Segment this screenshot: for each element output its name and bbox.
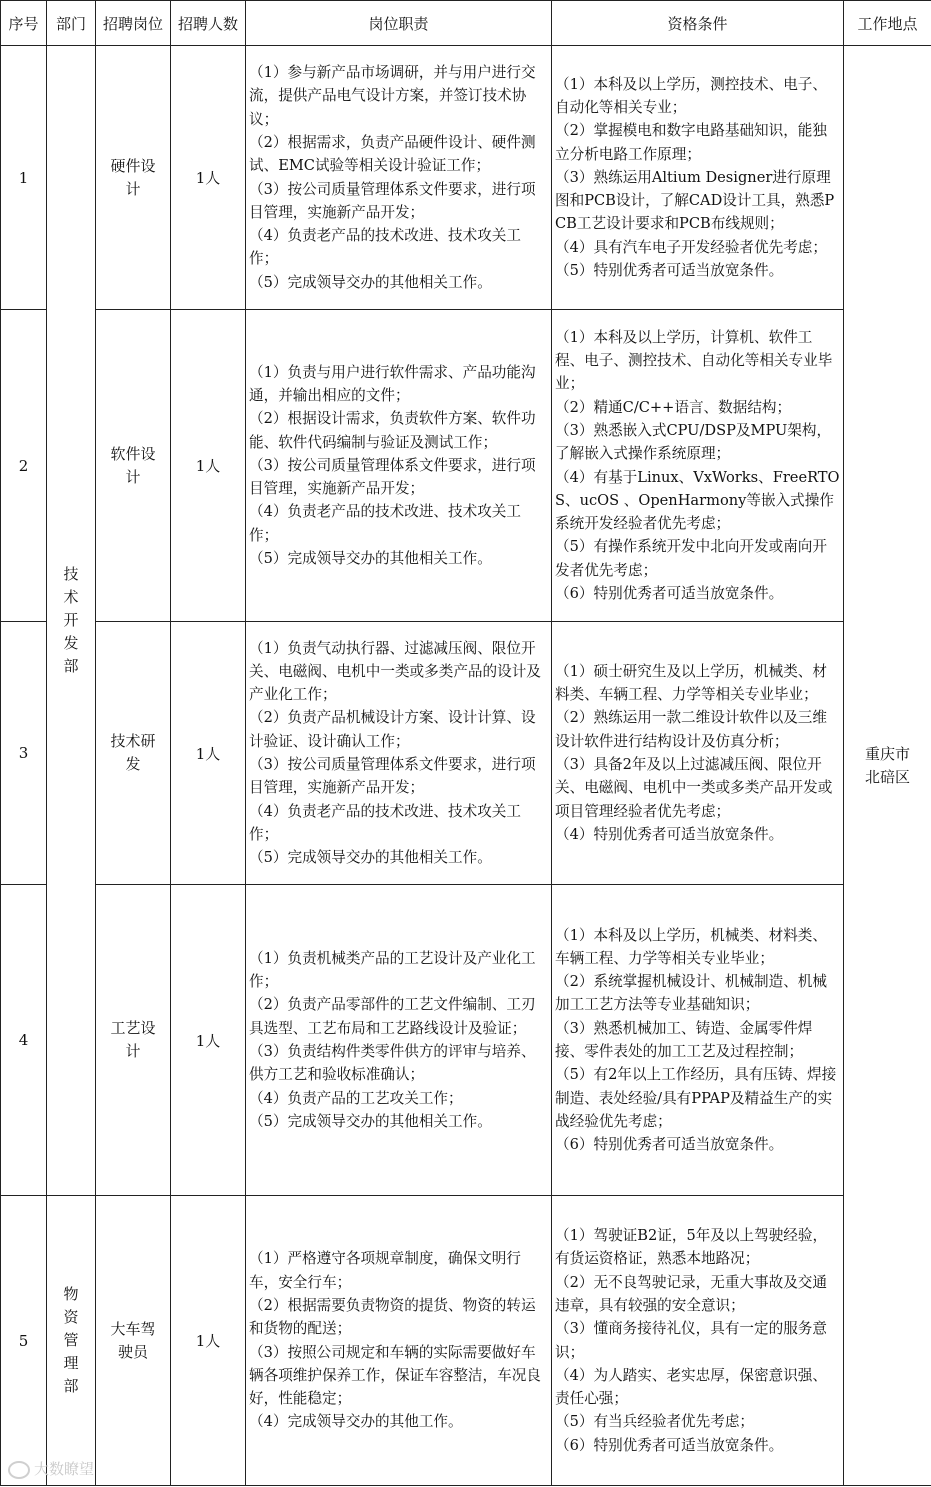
header-row xyxy=(1,1,931,46)
requirements-cell xyxy=(552,885,844,1196)
requirement-item: （5）有操作系统开发中北向开发或南向开发者优先考虑； xyxy=(555,538,827,579)
row-number: 3 xyxy=(1,622,47,885)
table-row xyxy=(1,46,931,310)
header-count: 招聘人数 xyxy=(171,1,246,46)
duty-item: （5）完成领导交办的其他相关工作。 xyxy=(249,849,492,867)
position-cell: 大车驾驶员 xyxy=(96,1196,171,1486)
duties-cell xyxy=(246,1196,552,1486)
requirement-item: （1）本科及以上学历，机械类、材料类、车辆工程、力学等相关专业毕业； xyxy=(555,926,827,967)
watermark-logo-icon xyxy=(8,1461,30,1479)
table-row xyxy=(1,622,931,885)
requirement-item: （5）有当兵经验者优先考虑； xyxy=(555,1413,755,1431)
dept-cell: 技术开发部 xyxy=(47,46,96,1196)
duty-item: （5）完成领导交办的其他相关工作。 xyxy=(249,550,492,568)
requirement-item: （6）特别优秀者可适当放宽条件。 xyxy=(555,1136,784,1154)
duty-item: （1）负责机械类产品的工艺设计及产业化工作； xyxy=(249,949,536,991)
header-duties: 岗位职责 xyxy=(246,1,552,46)
duty-item: （3）负责结构件类零件供方的评审与培养、供方工艺和验收标准确认； xyxy=(249,1043,536,1084)
duties-cell xyxy=(246,885,552,1196)
requirement-item: （4）为人踏实、老实忠厚，保密意识强、责任心强； xyxy=(555,1366,827,1408)
requirement-item: （3）熟悉嵌入式CPU/DSP及MPU架构，了解嵌入式操作系统原理； xyxy=(555,421,832,463)
requirement-item: （5）有2年以上工作经历，具有压铸、焊接制造、表处经验/具有PPAP及精益生产的实战经验优先考虑； xyxy=(555,1066,837,1130)
requirement-item: （2）熟练运用一款二维设计软件以及三维设计软件进行结构设计及仿真分析； xyxy=(555,709,827,750)
location-cell: 重庆市北碚区 xyxy=(844,46,931,1486)
header-no: 序号 xyxy=(1,1,47,46)
duty-item: （1）严格遵守各项规章制度，确保文明行车，安全行车； xyxy=(249,1250,521,1291)
row-number: 2 xyxy=(1,310,47,622)
requirement-item: （4）特别优秀者可适当放宽条件。 xyxy=(555,825,784,843)
duty-item: （1）参与新产品市场调研，并与用户进行交流，提供产品电气设计方案，并签订技术协议； xyxy=(249,64,536,128)
duty-item: （2）负责产品机械设计方案、设计计算、设计验证、设计确认工作； xyxy=(249,709,536,750)
header-dept: 部门 xyxy=(47,1,96,46)
requirement-item: （2）无不良驾驶记录，无重大事故及交通违章，具有较强的安全意识； xyxy=(555,1273,827,1314)
row-number: 5 xyxy=(1,1196,47,1486)
table-row xyxy=(1,885,931,1196)
requirement-item: （2）精通C/C++语言、数据结构； xyxy=(555,398,792,416)
count-cell: 1人 xyxy=(171,622,246,885)
duty-item: （3）按照公司规定和车辆的实际需要做好车辆各项维护保养工作，保证车容整洁，车况良好，性能稳定； xyxy=(249,1343,541,1408)
requirement-item: （1）本科及以上学历，计算机、软件工程、电子、测控技术、自动化等相关专业毕业； xyxy=(555,328,833,393)
requirement-item: （1）本科及以上学历，测控技术、电子、自动化等相关专业； xyxy=(555,75,827,116)
table-row xyxy=(1,310,931,622)
count-cell: 1人 xyxy=(171,310,246,622)
position-cell: 技术研发 xyxy=(96,622,171,885)
requirements-cell xyxy=(552,1196,844,1486)
header-location: 工作地点 xyxy=(844,1,931,46)
duty-item: （4）负责老产品的技术改进、技术攻关工作； xyxy=(249,227,521,268)
duty-item: （2）根据需要负责物资的提货、物资的转运和货物的配送； xyxy=(249,1296,536,1338)
duties-cell xyxy=(246,310,552,622)
duty-item: （1）负责气动执行器、过滤减压阀、限位开关、电磁阀、电机中一类或多类产品的设计及产业化工作； xyxy=(249,639,541,704)
requirement-item: （4）具有汽车电子开发经验者优先考虑； xyxy=(555,238,827,256)
header-position: 招聘岗位 xyxy=(96,1,171,46)
duty-item: （4）负责产品的工艺攻关工作； xyxy=(249,1089,463,1107)
duty-item: （2）根据需求，负责产品硬件设计、硬件测试、EMC试验等相关设计验证工作； xyxy=(249,133,536,175)
requirement-item: （2）系统掌握机械设计、机械制造、机械加工工艺方法等专业基础知识； xyxy=(555,973,827,1014)
watermark xyxy=(8,1458,94,1479)
requirement-item: （2）掌握模电和数字电路基础知识，能独立分析电路工作原理； xyxy=(555,122,827,163)
table-row xyxy=(1,1196,931,1486)
requirement-item: （1）驾驶证B2证，5年及以上驾驶经验，有货运资格证，熟悉本地路况； xyxy=(555,1227,828,1268)
duty-item: （3）按公司质量管理体系文件要求，进行项目管理，实施新产品开发； xyxy=(249,456,536,498)
requirement-item: （3）具备2年及以上过滤减压阀、限位开关、电磁阀、电机中一类或多类产品开发或项目管理经验者优先考虑； xyxy=(555,756,833,820)
watermark-text: 大数瞭望 xyxy=(34,1460,95,1478)
count-cell: 1人 xyxy=(171,46,246,310)
duty-item: （3）按公司质量管理体系文件要求，进行项目管理，实施新产品开发； xyxy=(249,756,536,797)
requirement-item: （5）特别优秀者可适当放宽条件。 xyxy=(555,262,784,280)
duty-item: （5）完成领导交办的其他相关工作。 xyxy=(249,1112,492,1130)
duties-cell xyxy=(246,46,552,310)
requirement-item: （6）特别优秀者可适当放宽条件。 xyxy=(555,584,784,602)
duty-item: （5）完成领导交办的其他相关工作。 xyxy=(249,273,492,291)
requirements-cell xyxy=(552,622,844,885)
duty-item: （1）负责与用户进行软件需求、产品功能沟通，并输出相应的文件； xyxy=(249,363,536,404)
duties-cell xyxy=(246,622,552,885)
position-cell: 软件设计 xyxy=(96,310,171,622)
duty-item: （3）按公司质量管理体系文件要求，进行项目管理，实施新产品开发； xyxy=(249,180,536,221)
duty-item: （4）负责老产品的技术改进、技术攻关工作； xyxy=(249,802,521,843)
count-cell: 1人 xyxy=(171,885,246,1196)
requirement-item: （3）熟悉机械加工、铸造、金属零件焊接、零件表处的加工工艺及过程控制； xyxy=(555,1019,813,1060)
duty-item: （4）负责老产品的技术改进、技术攻关工作； xyxy=(249,503,521,544)
requirements-cell xyxy=(552,310,844,622)
duty-item: （2）根据设计需求，负责软件方案、软件功能、软件代码编制与验证及测试工作； xyxy=(249,410,536,451)
requirement-item: （4）有基于Linux、VxWorks、FreeRTOS、ucOS 、OpenHarmony等嵌入式操作系统开发经验者优先考虑； xyxy=(555,468,840,533)
row-number: 1 xyxy=(1,46,47,310)
duty-item: （2）负责产品零部件的工艺文件编制、工刃具选型、工艺布局和工艺路线设计及验证； xyxy=(249,996,536,1037)
count-cell: 1人 xyxy=(171,1196,246,1486)
row-number: 4 xyxy=(1,885,47,1196)
dept-cell: 物资管理部 xyxy=(47,1196,96,1486)
requirement-item: （1）硕士研究生及以上学历，机械类、材料类、车辆工程、力学等相关专业毕业； xyxy=(555,662,827,704)
duty-item: （4）完成领导交办的其他工作。 xyxy=(249,1413,463,1431)
header-requirements: 资格条件 xyxy=(552,1,844,46)
position-cell: 工艺设计 xyxy=(96,885,171,1196)
requirements-cell xyxy=(552,46,844,310)
requirement-item: （3）熟练运用Altium Designer进行原理图和PCB设计，了解CAD设计工具，熟悉PCB工艺设计要求和PCB布线规则； xyxy=(555,168,835,233)
requirement-item: （3）懂商务接待礼仪，具有一定的服务意识； xyxy=(555,1320,827,1361)
position-cell: 硬件设计 xyxy=(96,46,171,310)
requirement-item: （6）特别优秀者可适当放宽条件。 xyxy=(555,1436,784,1454)
